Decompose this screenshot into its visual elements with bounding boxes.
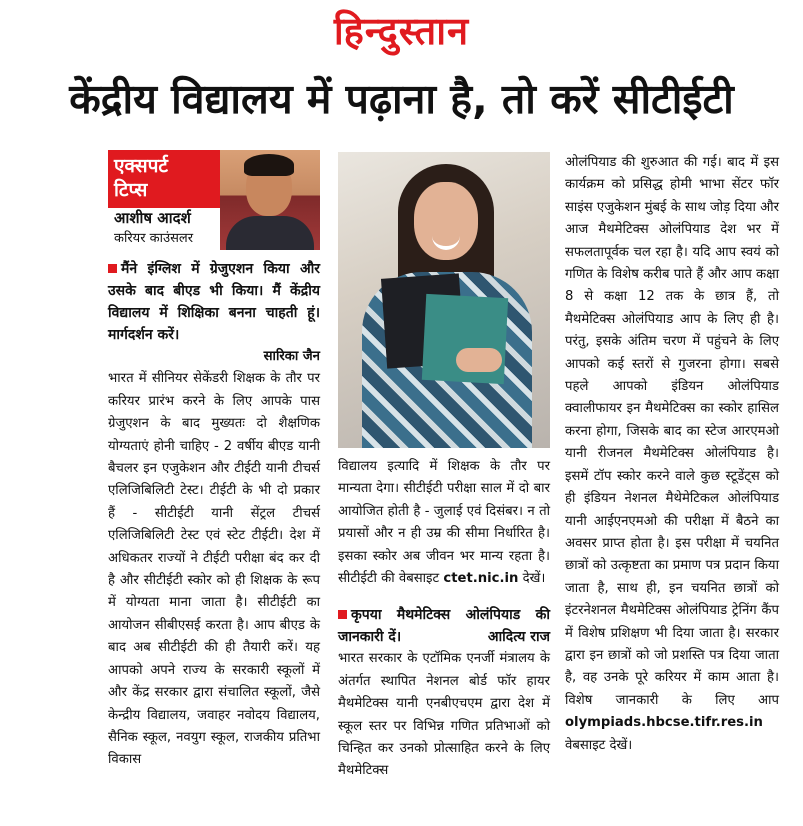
photo-hand <box>456 348 502 372</box>
ctet-website-link: ctet.nic.in <box>443 571 519 587</box>
olympiad-website-link: olympiads.hbcse.tifr.res.in <box>565 715 763 731</box>
article-headline: केंद्रीय विद्यालय में पढ़ाना है, तो करें सीटीईटी <box>69 75 734 123</box>
answer-1-part-2 <box>338 456 550 590</box>
asker-1: सारिका जैन <box>263 349 320 364</box>
newspaper-masthead: हिन्दुस्तान <box>333 9 470 53</box>
answer-2-part-2 <box>565 152 779 757</box>
question-2-text: कृपया मैथमेटिक्स ओलंपियाड की जानकारी दें। <box>338 607 550 646</box>
expert-photo-hair <box>244 154 294 176</box>
column-2 <box>338 456 550 783</box>
answer-1-part-2-text: विद्यालय इत्यादि में शिक्षक के तौर पर मान्यता देगा। सीटीईटी परीक्षा साल में दो बार आयोजित होती है - जुलाई एवं दिसंबर। न तो प्रयासों और न ही उम्र की सीमा निर्धारित है। इसका स्कोर अब जीवन भर मान्य रहता है। सीटीईटी की वेबसाइट <box>338 459 550 587</box>
question-marker-icon <box>338 610 347 619</box>
question-1 <box>108 258 320 346</box>
expert-name: आशीष आदर्श <box>114 209 191 227</box>
asker-2: आदित्य राज <box>487 629 550 646</box>
badge-line-1: एक्सपर्ट <box>114 155 168 177</box>
website-suffix-1: देखें। <box>522 571 546 587</box>
expert-photo <box>220 150 320 250</box>
question-2 <box>338 604 550 648</box>
expert-box <box>108 150 320 258</box>
expert-role: करियर काउंसलर <box>114 231 194 246</box>
student-photo <box>338 152 550 448</box>
answer-2-part-2-text: ओलंपियाड की शुरुआत की गई। बाद में इस कार्यक्रम को प्रसिद्ध होमी भाभा सेंटर फॉर साइंस एजुकेशन मुंबई के साथ जोड़ दिया और आज मैथमेटिक्स ओलंपियाड देश भर में सफलतापूर्वक चल रहा है। यदि आप स्वयं को गणित के विशेष करीब पाते हैं और आप कक्षा 8 से कक्षा 12 तक के छात्र हैं, तो मैथमेटिक्स ओलंपियाड आप के लिए ही है। परंतु, इसके अंतिम चरण में पहुंचने के लिए आपको कई स्तरों से गुजरना होगा। सबसे पहले आपको इंडियन ओलंपियाड क्वालीफायर इन मैथमेटिक्स का स्कोर हासिल करना होगा, जिसके बाद का स्टेज आरएमओ यानी रीजनल मैथमेटिक्स ओलंपियाड है। इसमें टॉप स्कोर करने वाले कुछ स्टूडेंट्स को ही इंडियन नेशनल मैथेमेटिकल ओलंपियाड यानी आईएनएमओ की परीक्षा में बैठने का अवसर प्राप्त होता है। इस परीक्षा में चयनित छात्रों को उत्कृष्टता का प्रमाण पत्र प्रदान किया जाता है, साथ ही, इन चयनित छात्रों को इंटरनेशनल मैथमेटिक्स ओलंपियाड ट्रेनिंग कैंप में विशेष प्रशिक्षण भी दिया जाता है। सरकार द्वारा इन छात्रों को जो प्रशस्ति पत्र दिया जाता है, वह उनके पूरे करियर में काम आता है। विशेष जानकारी के लिए आप <box>565 155 779 708</box>
column-1 <box>108 150 320 772</box>
website-suffix-2: वेबसाइट देखें। <box>565 737 633 753</box>
expert-tips-badge <box>108 150 220 208</box>
question-marker-icon <box>108 264 117 273</box>
badge-line-2: टिप्स <box>114 179 148 201</box>
answer-2-part-1: भारत सरकार के एटॉमिक एनर्जी मंत्रालय के अंतर्गत स्थापित नेशनल बोर्ड फॉर हायर मैथमेटिक्स यानी एनबीएचएम द्वारा देश में स्कूल स्तर पर विभिन्न गणित प्रतिभाओं को चिन्हित कर उनको प्रोत्साहित करने के लिए मैथमेटिक्स <box>338 651 550 779</box>
question-1-text: मैंने इंग्लिश में ग्रेजुएशन किया और उसके बाद बीएड भी किया। मैं केंद्रीय विद्यालय में शिक्षिका बनना चाहती हूं। मार्गदर्शन करें। <box>108 261 320 343</box>
expert-photo-suit <box>226 216 314 250</box>
answer-1-part-1: भारत में सीनियर सेकेंडरी शिक्षक के तौर पर करियर प्रारंभ करने के लिए आपके पास ग्रेजुएशन के बाद मुख्यतः दो शैक्षणिक योग्यताएं होनी चाहिए - 2 वर्षीय बीएड यानी बैचलर इन एजुकेशन और टीईटी यानी टीचर्स एलिजिबिलिटी टेस्ट। टीईटी के भी दो प्रकार हैं - सीटीईटी यानी सेंट्रल टीचर्स एलिजिबिलिटी टेस्ट एवं स्टेट टीईटी। देश में अधिकतर राज्यों ने टीईटी परीक्षा बंद कर दी है और सीटीईटी स्कोर को ही शिक्षक के रूप में योग्यता माना जाता है। सीटीईटी का आयोजन सीबीएसई करता है। आप बीएड के बाद अब सीटीईटी की ही तैयारी करें। यह आपको अपने राज्य के सरकारी स्कूलों में और केंद्र सरकार द्वारा संचालित स्कूलों, जैसे केन्द्रीय विद्यालय, जवाहर नवोदय विद्यालय, सैनिक स्कूल, नवयुग स्कूल, राजकीय प्रतिभा विकास <box>108 371 320 768</box>
column-3 <box>565 152 779 757</box>
